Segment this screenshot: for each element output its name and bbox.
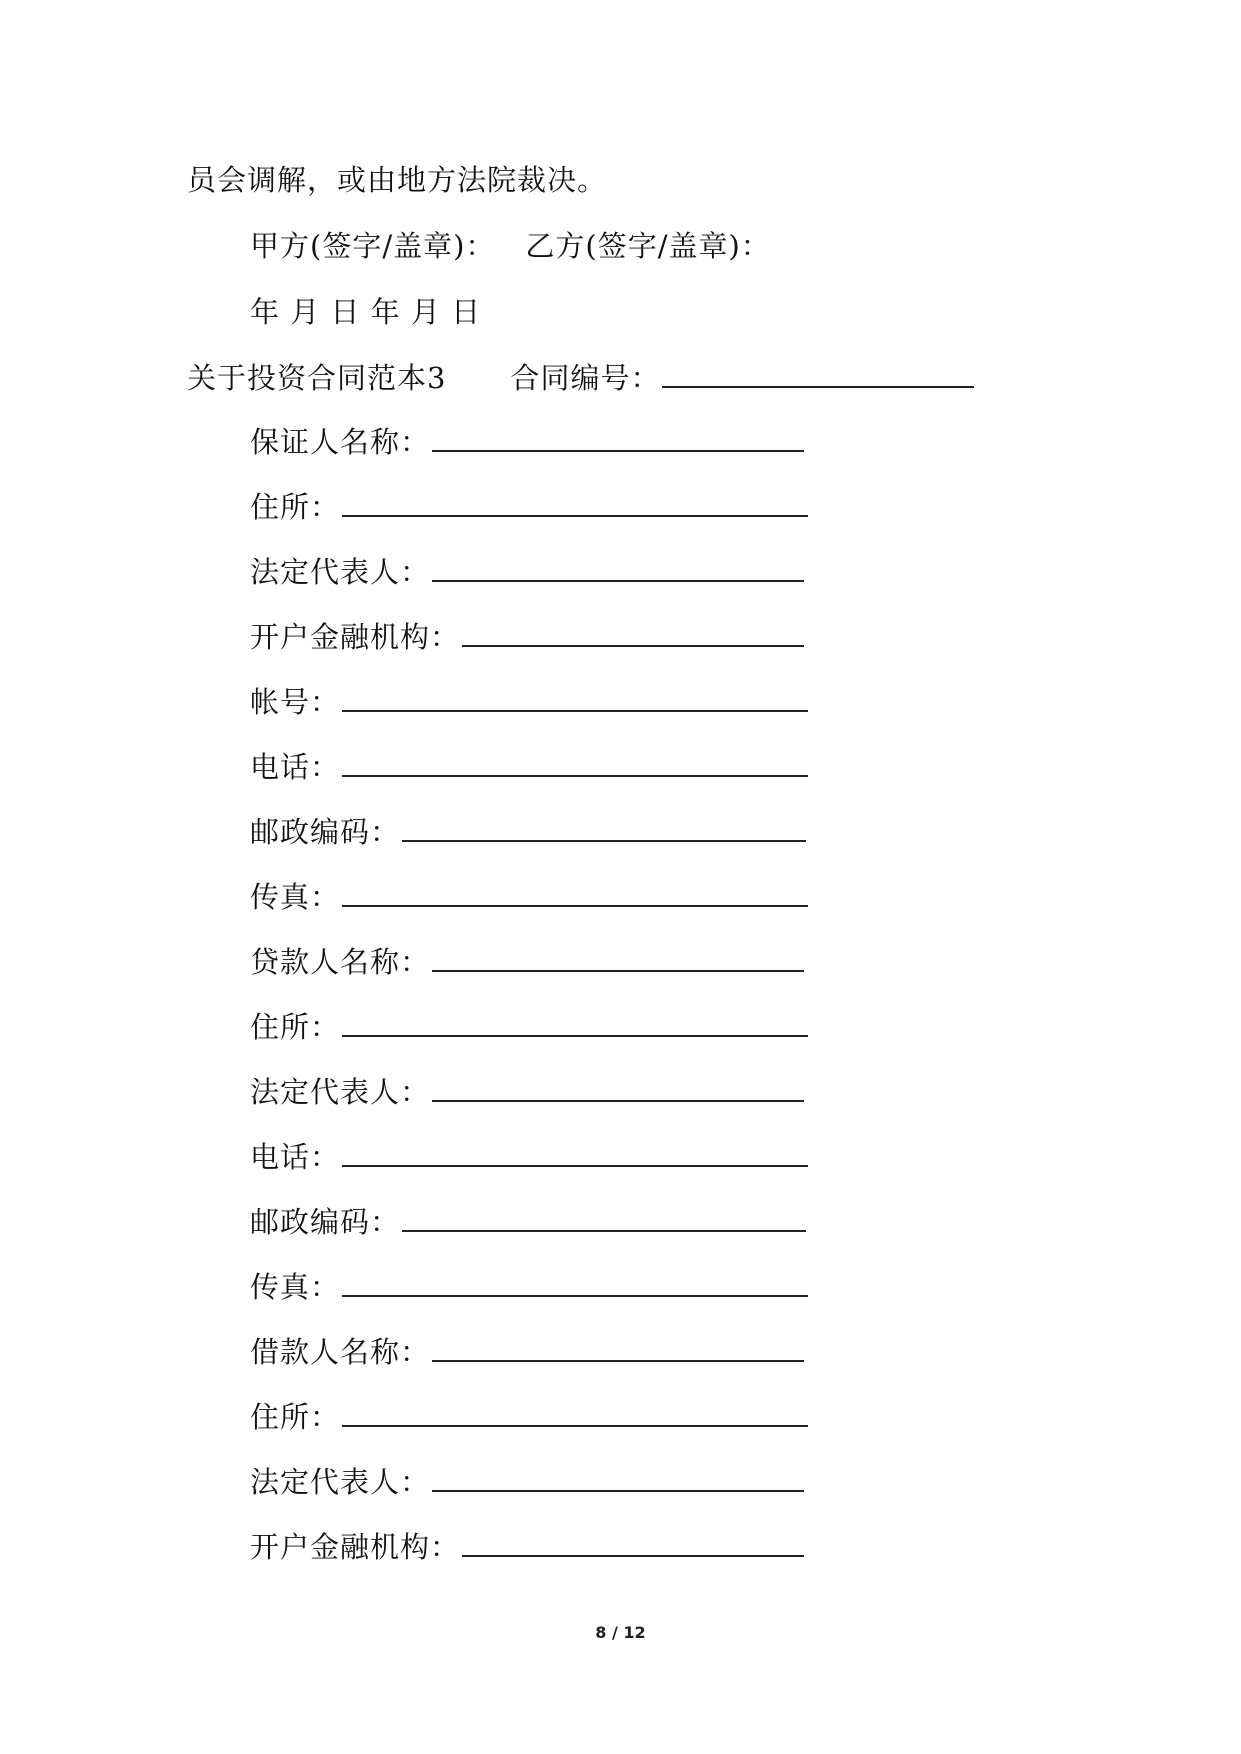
field-blank	[342, 883, 808, 907]
field-label: 传真：	[250, 1270, 341, 1304]
field-label: 法定代表人：	[250, 555, 431, 589]
field-label: 法定代表人：	[250, 1465, 431, 1499]
field-label: 住所：	[250, 1400, 341, 1434]
field-row	[250, 1464, 804, 1500]
field-label: 保证人名称：	[250, 425, 431, 459]
field-row	[250, 489, 808, 525]
field-row	[250, 619, 804, 655]
field-blank	[402, 818, 806, 842]
field-row	[250, 1334, 804, 1370]
field-label: 法定代表人：	[250, 1075, 431, 1109]
field-row	[250, 814, 806, 850]
field-blank	[462, 1533, 804, 1557]
field-row	[250, 1074, 804, 1110]
field-blank	[342, 1273, 808, 1297]
field-blank	[342, 753, 808, 777]
date-line: 年 月 日 年 月 日	[250, 295, 482, 329]
field-blank	[432, 428, 804, 452]
field-blank	[432, 1078, 804, 1102]
field-row	[250, 554, 804, 590]
field-row	[250, 1204, 806, 1240]
field-label: 开户金融机构：	[250, 620, 461, 654]
field-blank	[432, 1338, 804, 1362]
field-label: 贷款人名称：	[250, 945, 431, 979]
field-row	[250, 1139, 808, 1175]
contract-heading	[187, 360, 974, 396]
field-label: 传真：	[250, 880, 341, 914]
field-row	[250, 749, 808, 785]
contract-no-label: 合同编号：	[510, 361, 661, 395]
section-title: 关于投资合同范本3	[187, 361, 447, 395]
field-blank	[342, 688, 808, 712]
field-blank	[432, 948, 804, 972]
field-label: 借款人名称：	[250, 1335, 431, 1369]
field-blank	[342, 493, 808, 517]
field-blank	[432, 558, 804, 582]
field-row	[250, 684, 808, 720]
field-row	[250, 879, 808, 915]
party-b-signature-label: 乙方(签字/盖章)：	[525, 229, 771, 263]
field-blank	[402, 1208, 806, 1232]
field-label: 开户金融机构：	[250, 1530, 461, 1564]
field-blank	[342, 1403, 808, 1427]
field-label: 帐号：	[250, 685, 341, 719]
field-label: 邮政编码：	[250, 1205, 401, 1239]
field-row	[250, 1009, 808, 1045]
field-blank	[342, 1143, 808, 1167]
field-row	[250, 1269, 808, 1305]
field-label: 电话：	[250, 1140, 341, 1174]
field-row	[250, 424, 804, 460]
field-label: 住所：	[250, 1010, 341, 1044]
field-label: 住所：	[250, 490, 341, 524]
field-blank	[462, 623, 804, 647]
field-row	[250, 1529, 804, 1565]
field-row	[250, 944, 804, 980]
page-number: 8 / 12	[595, 1623, 646, 1642]
signature-line	[250, 228, 771, 264]
field-blank	[342, 1013, 808, 1037]
field-label: 邮政编码：	[250, 815, 401, 849]
field-blank	[432, 1468, 804, 1492]
field-row	[250, 1399, 808, 1435]
field-label: 电话：	[250, 750, 341, 784]
party-a-signature-label: 甲方(签字/盖章)：	[250, 229, 496, 263]
paragraph-tail: 员会调解，或由地方法院裁决。	[187, 163, 608, 197]
contract-no-blank	[662, 364, 974, 388]
